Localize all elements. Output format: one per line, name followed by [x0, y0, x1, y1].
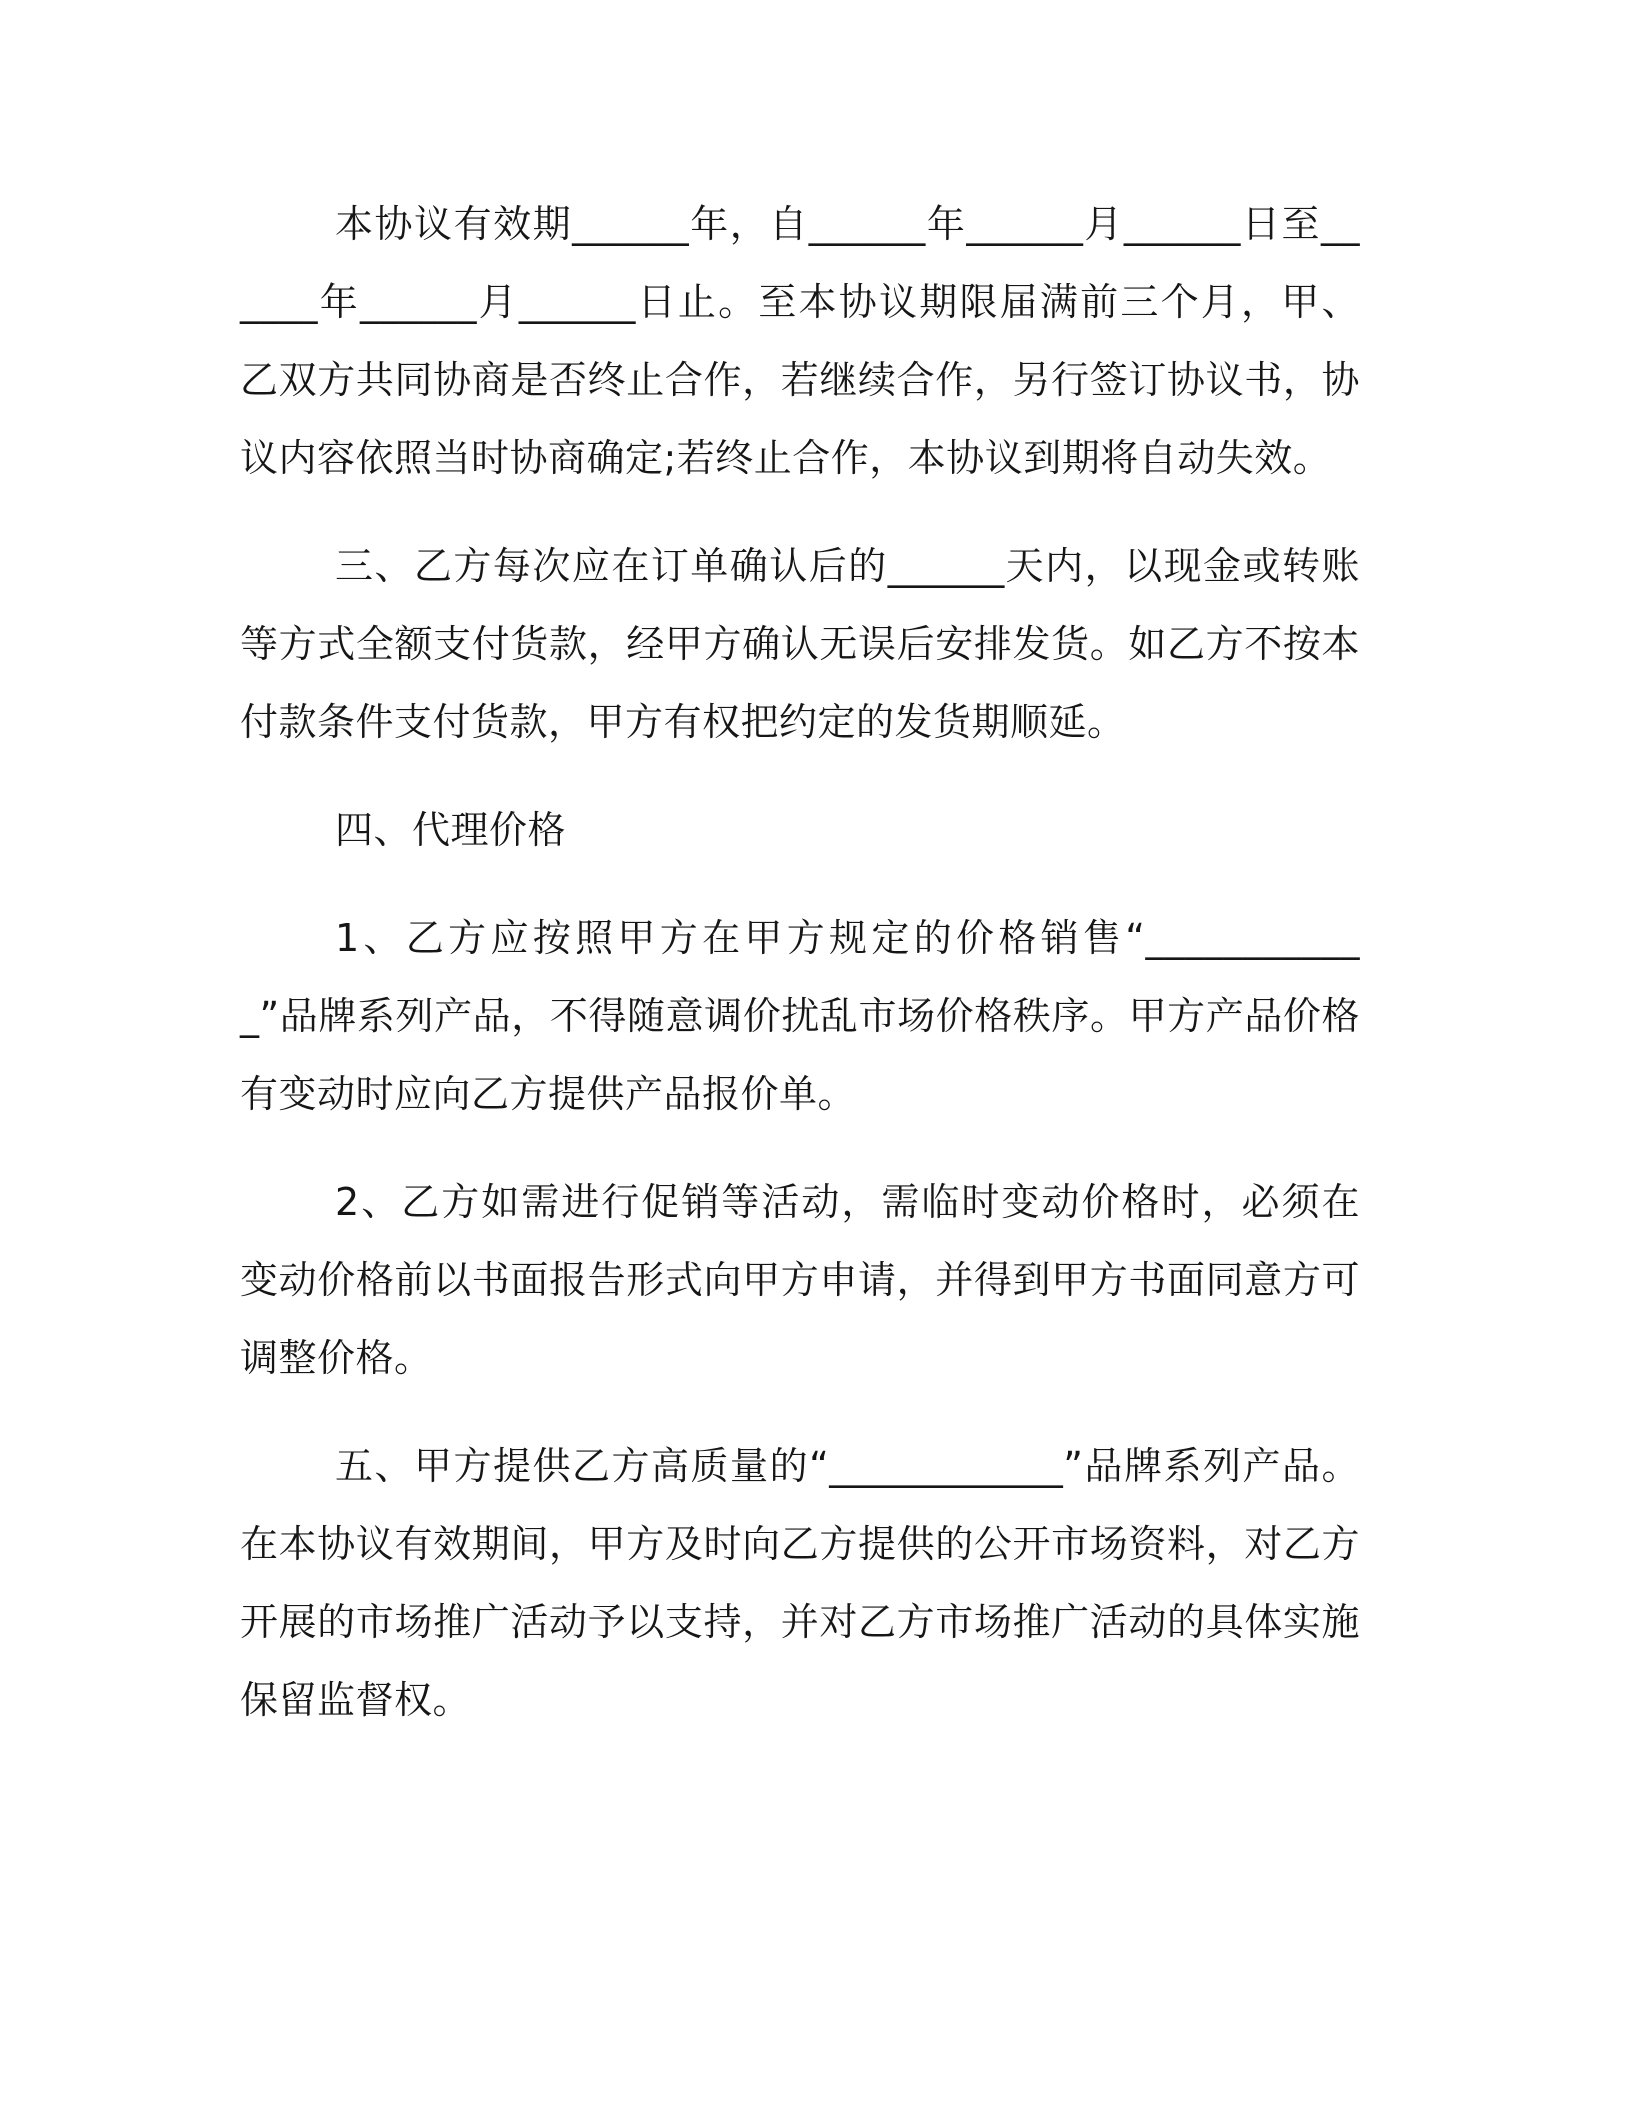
- paragraph-gap: [240, 1133, 1360, 1163]
- paragraph-term: 本协议有效期______年，自______年______月______日至______年______月______日止。至本协议期限届满前三个月，甲、乙双方共同协商是否终止合作，若继续合作，另行签订协议书，协议内容依照当时协商确定;若终止合作，本协议到期将自动失效。: [240, 202, 1360, 480]
- paragraph-section-three-payment: 三、乙方每次应在订单确认后的______天内，以现金或转账等方式全额支付货款，经甲方确认无误后安排发货。如乙方不按本付款条件支付货款，甲方有权把约定的发货期顺延。: [240, 544, 1360, 744]
- document-body: [240, 185, 1360, 1739]
- paragraph-price-item-2: 2、乙方如需进行促销等活动，需临时变动价格时，必须在变动价格前以书面报告形式向甲方申请，并得到甲方书面同意方可调整价格。: [240, 1180, 1360, 1380]
- paragraph-gap: [240, 497, 1360, 527]
- paragraph-gap: [240, 761, 1360, 791]
- paragraph-section-five-products: 五、甲方提供乙方高质量的“____________”品牌系列产品。在本协议有效期间，甲方及时向乙方提供的公开市场资料，对乙方开展的市场推广活动予以支持，并对乙方市场推广活动的具体实施保留监督权。: [240, 1444, 1360, 1722]
- paragraph-gap: [240, 1397, 1360, 1427]
- paragraph-price-item-1: 1、乙方应按照甲方在甲方规定的价格销售“____________”品牌系列产品，不得随意调价扰乱市场价格秩序。甲方产品价格有变动时应向乙方提供产品报价单。: [240, 916, 1360, 1116]
- paragraph-gap: [240, 869, 1360, 899]
- section-heading-agency-price: 四、代理价格: [335, 808, 567, 852]
